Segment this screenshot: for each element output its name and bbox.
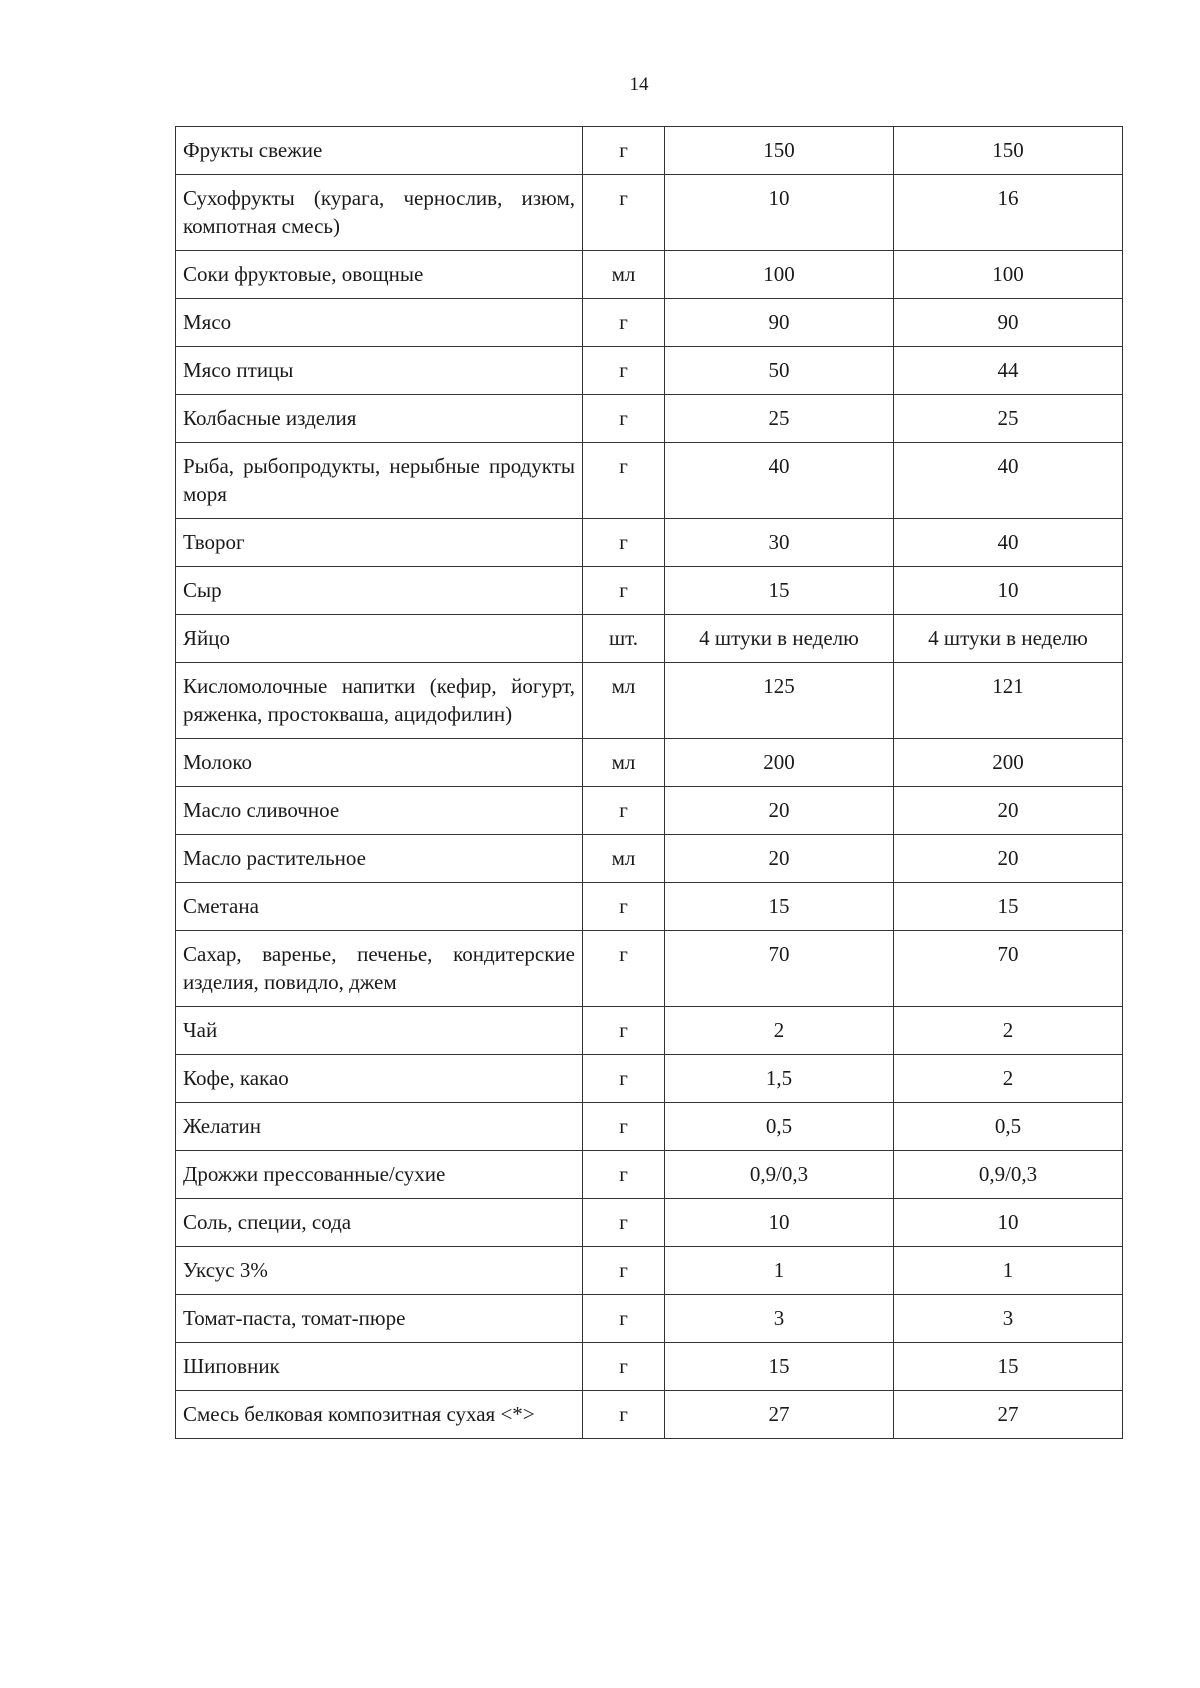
- product-name-cell: Мясо: [176, 299, 583, 347]
- product-name-cell: Чай: [176, 1007, 583, 1055]
- norm-value-cell-a: 10: [665, 175, 894, 251]
- page-number: 14: [629, 74, 649, 95]
- norm-value-cell-b: 25: [894, 395, 1123, 443]
- food-norms-table: [175, 126, 1123, 1439]
- unit-cell: г: [583, 1151, 665, 1199]
- table-row: [176, 443, 1123, 519]
- norm-value-cell-b: 27: [894, 1391, 1123, 1439]
- product-name-cell: Уксус 3%: [176, 1247, 583, 1295]
- norm-value-cell-b: 90: [894, 299, 1123, 347]
- unit-cell: г: [583, 1247, 665, 1295]
- table-row: [176, 1295, 1123, 1343]
- norm-value-cell-a: 70: [665, 931, 894, 1007]
- norm-value-cell-b: 15: [894, 883, 1123, 931]
- product-name-cell: Кофе, какао: [176, 1055, 583, 1103]
- norm-value-cell-b: 15: [894, 1343, 1123, 1391]
- product-name-cell: Фрукты свежие: [176, 127, 583, 175]
- unit-cell: г: [583, 347, 665, 395]
- norm-value-cell-a: 150: [665, 127, 894, 175]
- norm-value-cell-b: 0,9/0,3: [894, 1151, 1123, 1199]
- product-name-cell: Томат-паста, томат-пюре: [176, 1295, 583, 1343]
- norm-value-cell-b: 121: [894, 663, 1123, 739]
- norm-value-cell-b: 44: [894, 347, 1123, 395]
- unit-cell: мл: [583, 739, 665, 787]
- norm-value-cell-a: 20: [665, 835, 894, 883]
- unit-cell: г: [583, 1007, 665, 1055]
- product-name-cell: Яйцо: [176, 615, 583, 663]
- norm-value-cell-a: 200: [665, 739, 894, 787]
- norm-value-cell-b: 16: [894, 175, 1123, 251]
- table-row: [176, 1007, 1123, 1055]
- table-row: [176, 1247, 1123, 1295]
- norm-value-cell-a: 27: [665, 1391, 894, 1439]
- unit-cell: г: [583, 443, 665, 519]
- norm-value-cell-a: 1,5: [665, 1055, 894, 1103]
- product-name-cell: Дрожжи прессованные/сухие: [176, 1151, 583, 1199]
- norm-value-cell-b: 3: [894, 1295, 1123, 1343]
- product-name-cell: Кисломолочные напитки (кефир, йогурт, ряженка, простокваша, ацидофилин): [176, 663, 583, 739]
- table-row: [176, 347, 1123, 395]
- table-row: [176, 931, 1123, 1007]
- norm-value-cell-b: 20: [894, 787, 1123, 835]
- norm-value-cell-a: 0,9/0,3: [665, 1151, 894, 1199]
- norm-value-cell-b: 40: [894, 443, 1123, 519]
- unit-cell: г: [583, 1103, 665, 1151]
- table-row: [176, 1391, 1123, 1439]
- unit-cell: г: [583, 931, 665, 1007]
- unit-cell: мл: [583, 663, 665, 739]
- table-row: [176, 1343, 1123, 1391]
- product-name-cell: Рыба, рыбопродукты, нерыбные продукты моря: [176, 443, 583, 519]
- unit-cell: г: [583, 787, 665, 835]
- product-name-cell: Сыр: [176, 567, 583, 615]
- unit-cell: г: [583, 883, 665, 931]
- unit-cell: г: [583, 1055, 665, 1103]
- unit-cell: г: [583, 1391, 665, 1439]
- product-name-cell: Масло сливочное: [176, 787, 583, 835]
- table-row: [176, 567, 1123, 615]
- unit-cell: г: [583, 519, 665, 567]
- norm-value-cell-b: 1: [894, 1247, 1123, 1295]
- product-name-cell: Колбасные изделия: [176, 395, 583, 443]
- table-row: [176, 615, 1123, 663]
- norm-value-cell-a: 3: [665, 1295, 894, 1343]
- table-row: [176, 395, 1123, 443]
- table-row: [176, 1151, 1123, 1199]
- unit-cell: г: [583, 1343, 665, 1391]
- table-row: [176, 835, 1123, 883]
- norm-value-cell-a: 2: [665, 1007, 894, 1055]
- table-row: [176, 787, 1123, 835]
- table-row: [176, 739, 1123, 787]
- food-norms-table-body: [176, 127, 1123, 1439]
- norm-value-cell-b: 200: [894, 739, 1123, 787]
- norm-value-cell-a: 4 штуки в неделю: [665, 615, 894, 663]
- product-name-cell: Соки фруктовые, овощные: [176, 251, 583, 299]
- table-row: [176, 251, 1123, 299]
- unit-cell: мл: [583, 251, 665, 299]
- norm-value-cell-a: 40: [665, 443, 894, 519]
- product-name-cell: Желатин: [176, 1103, 583, 1151]
- unit-cell: г: [583, 299, 665, 347]
- table-row: [176, 299, 1123, 347]
- product-name-cell: Смесь белковая композитная сухая <*>: [176, 1391, 583, 1439]
- norm-value-cell-b: 150: [894, 127, 1123, 175]
- norm-value-cell-a: 0,5: [665, 1103, 894, 1151]
- norm-value-cell-a: 30: [665, 519, 894, 567]
- norm-value-cell-a: 10: [665, 1199, 894, 1247]
- unit-cell: г: [583, 395, 665, 443]
- product-name-cell: Соль, специи, сода: [176, 1199, 583, 1247]
- norm-value-cell-a: 15: [665, 883, 894, 931]
- product-name-cell: Мясо птицы: [176, 347, 583, 395]
- product-name-cell: Сахар, варенье, печенье, кондитерские изделия, повидло, джем: [176, 931, 583, 1007]
- product-name-cell: Творог: [176, 519, 583, 567]
- table-row: [176, 663, 1123, 739]
- product-name-cell: Масло растительное: [176, 835, 583, 883]
- norm-value-cell-b: 2: [894, 1055, 1123, 1103]
- norm-value-cell-a: 50: [665, 347, 894, 395]
- norm-value-cell-b: 0,5: [894, 1103, 1123, 1151]
- norm-value-cell-b: 2: [894, 1007, 1123, 1055]
- table-row: [176, 127, 1123, 175]
- norm-value-cell-a: 25: [665, 395, 894, 443]
- norm-value-cell-b: 100: [894, 251, 1123, 299]
- norm-value-cell-b: 10: [894, 1199, 1123, 1247]
- norm-value-cell-b: 10: [894, 567, 1123, 615]
- norm-value-cell-a: 15: [665, 567, 894, 615]
- product-name-cell: Молоко: [176, 739, 583, 787]
- unit-cell: мл: [583, 835, 665, 883]
- norm-value-cell-b: 70: [894, 931, 1123, 1007]
- table-row: [176, 1199, 1123, 1247]
- product-name-cell: Сухофрукты (курага, чернослив, изюм, компотная смесь): [176, 175, 583, 251]
- norm-value-cell-b: 40: [894, 519, 1123, 567]
- table-row: [176, 175, 1123, 251]
- norm-value-cell-a: 20: [665, 787, 894, 835]
- norm-value-cell-a: 15: [665, 1343, 894, 1391]
- unit-cell: г: [583, 1199, 665, 1247]
- table-row: [176, 1103, 1123, 1151]
- unit-cell: г: [583, 567, 665, 615]
- norm-value-cell-a: 90: [665, 299, 894, 347]
- unit-cell: г: [583, 127, 665, 175]
- table-row: [176, 883, 1123, 931]
- norm-value-cell-b: 4 штуки в неделю: [894, 615, 1123, 663]
- product-name-cell: Сметана: [176, 883, 583, 931]
- norm-value-cell-a: 100: [665, 251, 894, 299]
- norm-value-cell-a: 1: [665, 1247, 894, 1295]
- unit-cell: шт.: [583, 615, 665, 663]
- norm-value-cell-b: 20: [894, 835, 1123, 883]
- table-row: [176, 519, 1123, 567]
- norm-value-cell-a: 125: [665, 663, 894, 739]
- unit-cell: г: [583, 1295, 665, 1343]
- table-row: [176, 1055, 1123, 1103]
- unit-cell: г: [583, 175, 665, 251]
- product-name-cell: Шиповник: [176, 1343, 583, 1391]
